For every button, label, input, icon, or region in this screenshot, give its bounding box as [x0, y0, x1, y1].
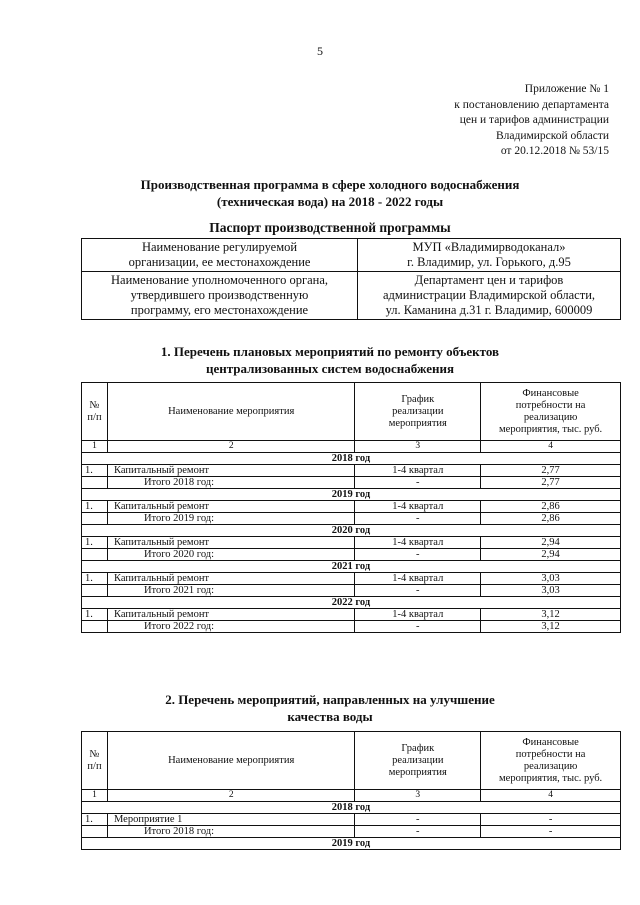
- table-row: [82, 609, 621, 621]
- passport-row: [82, 239, 621, 272]
- year-row: [82, 489, 621, 501]
- row-finance: 2,77: [481, 465, 621, 477]
- column-number: 2: [107, 441, 354, 453]
- year-row: [82, 525, 621, 537]
- document-title-line: (техническая вода) на 2018 - 2022 годы: [216, 194, 444, 209]
- passport-text-line: организации, ее местонахождение: [128, 255, 311, 269]
- table-row: [82, 814, 621, 826]
- header-name: Наименование мероприятия: [107, 732, 354, 790]
- row-finance: -: [481, 814, 621, 826]
- passport-text-line: г. Владимир, ул. Горького, д.95: [407, 255, 571, 269]
- passport-text-line: Департамент цен и тарифов: [414, 273, 564, 287]
- total-row: [82, 477, 621, 489]
- header-number: [82, 383, 108, 441]
- year-label: 2018 год: [82, 802, 621, 814]
- row-index: [82, 477, 108, 489]
- year-row: [82, 597, 621, 609]
- row-index: 1.: [82, 501, 108, 513]
- total-row: [82, 513, 621, 525]
- row-finance: 2,86: [481, 501, 621, 513]
- column-number: 4: [481, 441, 621, 453]
- total-finance: 3,12: [481, 621, 621, 633]
- passport-text-line: Наименование регулируемой: [141, 240, 298, 254]
- row-name: Капитальный ремонт: [107, 609, 354, 621]
- header-line: потребности на: [515, 399, 586, 411]
- row-index: 1.: [82, 537, 108, 549]
- header-line: реализацию: [523, 760, 578, 772]
- year-row: [82, 561, 621, 573]
- total-row: [82, 826, 621, 838]
- appendix-line: цен и тарифов администрации: [459, 114, 609, 126]
- header-line: №: [89, 399, 100, 411]
- passport-text-line: Наименование уполномоченного органа,: [111, 273, 328, 287]
- table-row: [82, 537, 621, 549]
- total-label: Итого 2020 год:: [107, 549, 354, 561]
- year-row: [82, 802, 621, 814]
- year-label: 2020 год: [82, 525, 621, 537]
- column-number: 4: [481, 790, 621, 802]
- header-finance: [481, 732, 621, 790]
- row-index: [82, 826, 108, 838]
- total-schedule: -: [355, 513, 481, 525]
- column-number: 3: [355, 790, 481, 802]
- row-index: [82, 549, 108, 561]
- year-label: 2022 год: [82, 597, 621, 609]
- water-quality-table: [81, 731, 621, 850]
- table-header-row: [82, 383, 621, 441]
- header-line: Финансовые: [522, 387, 579, 399]
- table-row: [82, 465, 621, 477]
- year-label: 2021 год: [82, 561, 621, 573]
- row-schedule: 1-4 квартал: [355, 609, 481, 621]
- header-schedule: [355, 383, 481, 441]
- passport-title: Паспорт производственной программы: [209, 220, 451, 235]
- total-schedule: -: [355, 585, 481, 597]
- year-row: [82, 453, 621, 465]
- header-line: мероприятия, тыс. руб.: [499, 772, 603, 784]
- passport-label-cell: [82, 239, 358, 272]
- row-index: 1.: [82, 465, 108, 477]
- header-name: Наименование мероприятия: [107, 383, 354, 441]
- header-line: График: [401, 393, 435, 405]
- passport-value-cell: [358, 239, 621, 272]
- row-schedule: 1-4 квартал: [355, 573, 481, 585]
- total-label: Итого 2022 год:: [107, 621, 354, 633]
- appendix-line: Владимирской области: [495, 129, 609, 142]
- row-index: [82, 513, 108, 525]
- year-label: 2019 год: [82, 489, 621, 501]
- passport-text-line: программу, его местонахождение: [130, 303, 309, 317]
- total-row: [82, 621, 621, 633]
- row-name: Мероприятие 1: [107, 814, 354, 826]
- header-line: п/п: [87, 411, 102, 423]
- total-label: Итого 2018 год:: [107, 826, 354, 838]
- passport-row: [82, 272, 621, 320]
- section2-title: [80, 691, 580, 725]
- passport-label-cell: [82, 272, 358, 320]
- row-schedule: 1-4 квартал: [355, 537, 481, 549]
- section-title-line: централизованных систем водоснабжения: [205, 361, 455, 376]
- passport-value-cell: [358, 272, 621, 320]
- total-schedule: -: [355, 621, 481, 633]
- passport-text-line: ул. Каманина д.31 г. Владимир, 600009: [385, 303, 593, 317]
- repair-plan-table: [81, 382, 621, 633]
- header-line: мероприятия: [388, 417, 447, 429]
- header-line: реализации: [392, 754, 444, 766]
- year-row: [82, 838, 621, 850]
- row-index: 1.: [82, 609, 108, 621]
- appendix-line: Приложение № 1: [524, 83, 609, 95]
- total-finance: 2,77: [481, 477, 621, 489]
- total-label: Итого 2018 год:: [107, 477, 354, 489]
- column-number-row: [82, 790, 621, 802]
- header-finance: [481, 383, 621, 441]
- header-line: мероприятия: [388, 766, 447, 778]
- total-finance: -: [481, 826, 621, 838]
- total-row: [82, 549, 621, 561]
- total-label: Итого 2021 год:: [107, 585, 354, 597]
- total-row: [82, 585, 621, 597]
- row-name: Капитальный ремонт: [107, 573, 354, 585]
- header-line: График: [401, 742, 435, 754]
- row-index: [82, 585, 108, 597]
- table-row: [82, 573, 621, 585]
- header-line: реализацию: [523, 411, 578, 423]
- appendix-block: [454, 82, 609, 160]
- header-number: [82, 732, 108, 790]
- appendix-line: от 20.12.2018 № 53/15: [500, 145, 609, 157]
- total-label: Итого 2019 год:: [107, 513, 354, 525]
- appendix-line: к постановлению департамента: [454, 98, 609, 111]
- header-line: п/п: [87, 760, 102, 772]
- header-line: реализации: [392, 405, 444, 417]
- row-finance: 3,03: [481, 573, 621, 585]
- total-finance: 2,94: [481, 549, 621, 561]
- column-number: 2: [107, 790, 354, 802]
- total-finance: 2,86: [481, 513, 621, 525]
- row-finance: 2,94: [481, 537, 621, 549]
- year-label: 2019 год: [82, 838, 621, 850]
- header-line: Финансовые: [522, 736, 579, 748]
- section1-title: [80, 343, 580, 377]
- table-row: [82, 501, 621, 513]
- column-number-row: [82, 441, 621, 453]
- document-title-line: Производственная программа в сфере холодного водоснабжения: [140, 177, 520, 192]
- column-number: 3: [355, 441, 481, 453]
- total-finance: 3,03: [481, 585, 621, 597]
- passport-table: [81, 238, 621, 320]
- row-name: Капитальный ремонт: [107, 537, 354, 549]
- table-header-row: [82, 732, 621, 790]
- row-index: 1.: [82, 814, 108, 826]
- row-schedule: 1-4 квартал: [355, 465, 481, 477]
- column-number: 1: [82, 441, 108, 453]
- row-index: [82, 621, 108, 633]
- header-line: потребности на: [515, 748, 586, 760]
- passport-text-line: администрации Владимирской области,: [382, 288, 596, 302]
- section-title-line: 1. Перечень плановых мероприятий по ремонту объектов: [160, 344, 500, 359]
- section-title-line: 2. Перечень мероприятий, направленных на улучшение: [165, 692, 495, 707]
- row-name: Капитальный ремонт: [107, 465, 354, 477]
- row-finance: 3,12: [481, 609, 621, 621]
- row-name: Капитальный ремонт: [107, 501, 354, 513]
- passport-text-line: МУП «Владимирводоканал»: [412, 240, 566, 254]
- page-number: 5: [317, 44, 323, 58]
- header-schedule: [355, 732, 481, 790]
- year-label: 2018 год: [82, 453, 621, 465]
- section-title-line: качества воды: [287, 709, 373, 724]
- total-schedule: -: [355, 826, 481, 838]
- row-index: 1.: [82, 573, 108, 585]
- header-line: мероприятия, тыс. руб.: [499, 423, 603, 435]
- total-schedule: -: [355, 477, 481, 489]
- document-title: [80, 176, 580, 210]
- row-schedule: 1-4 квартал: [355, 501, 481, 513]
- header-line: №: [89, 748, 100, 760]
- column-number: 1: [82, 790, 108, 802]
- passport-text-line: утвердившего производственную: [130, 288, 309, 302]
- total-schedule: -: [355, 549, 481, 561]
- row-schedule: -: [355, 814, 481, 826]
